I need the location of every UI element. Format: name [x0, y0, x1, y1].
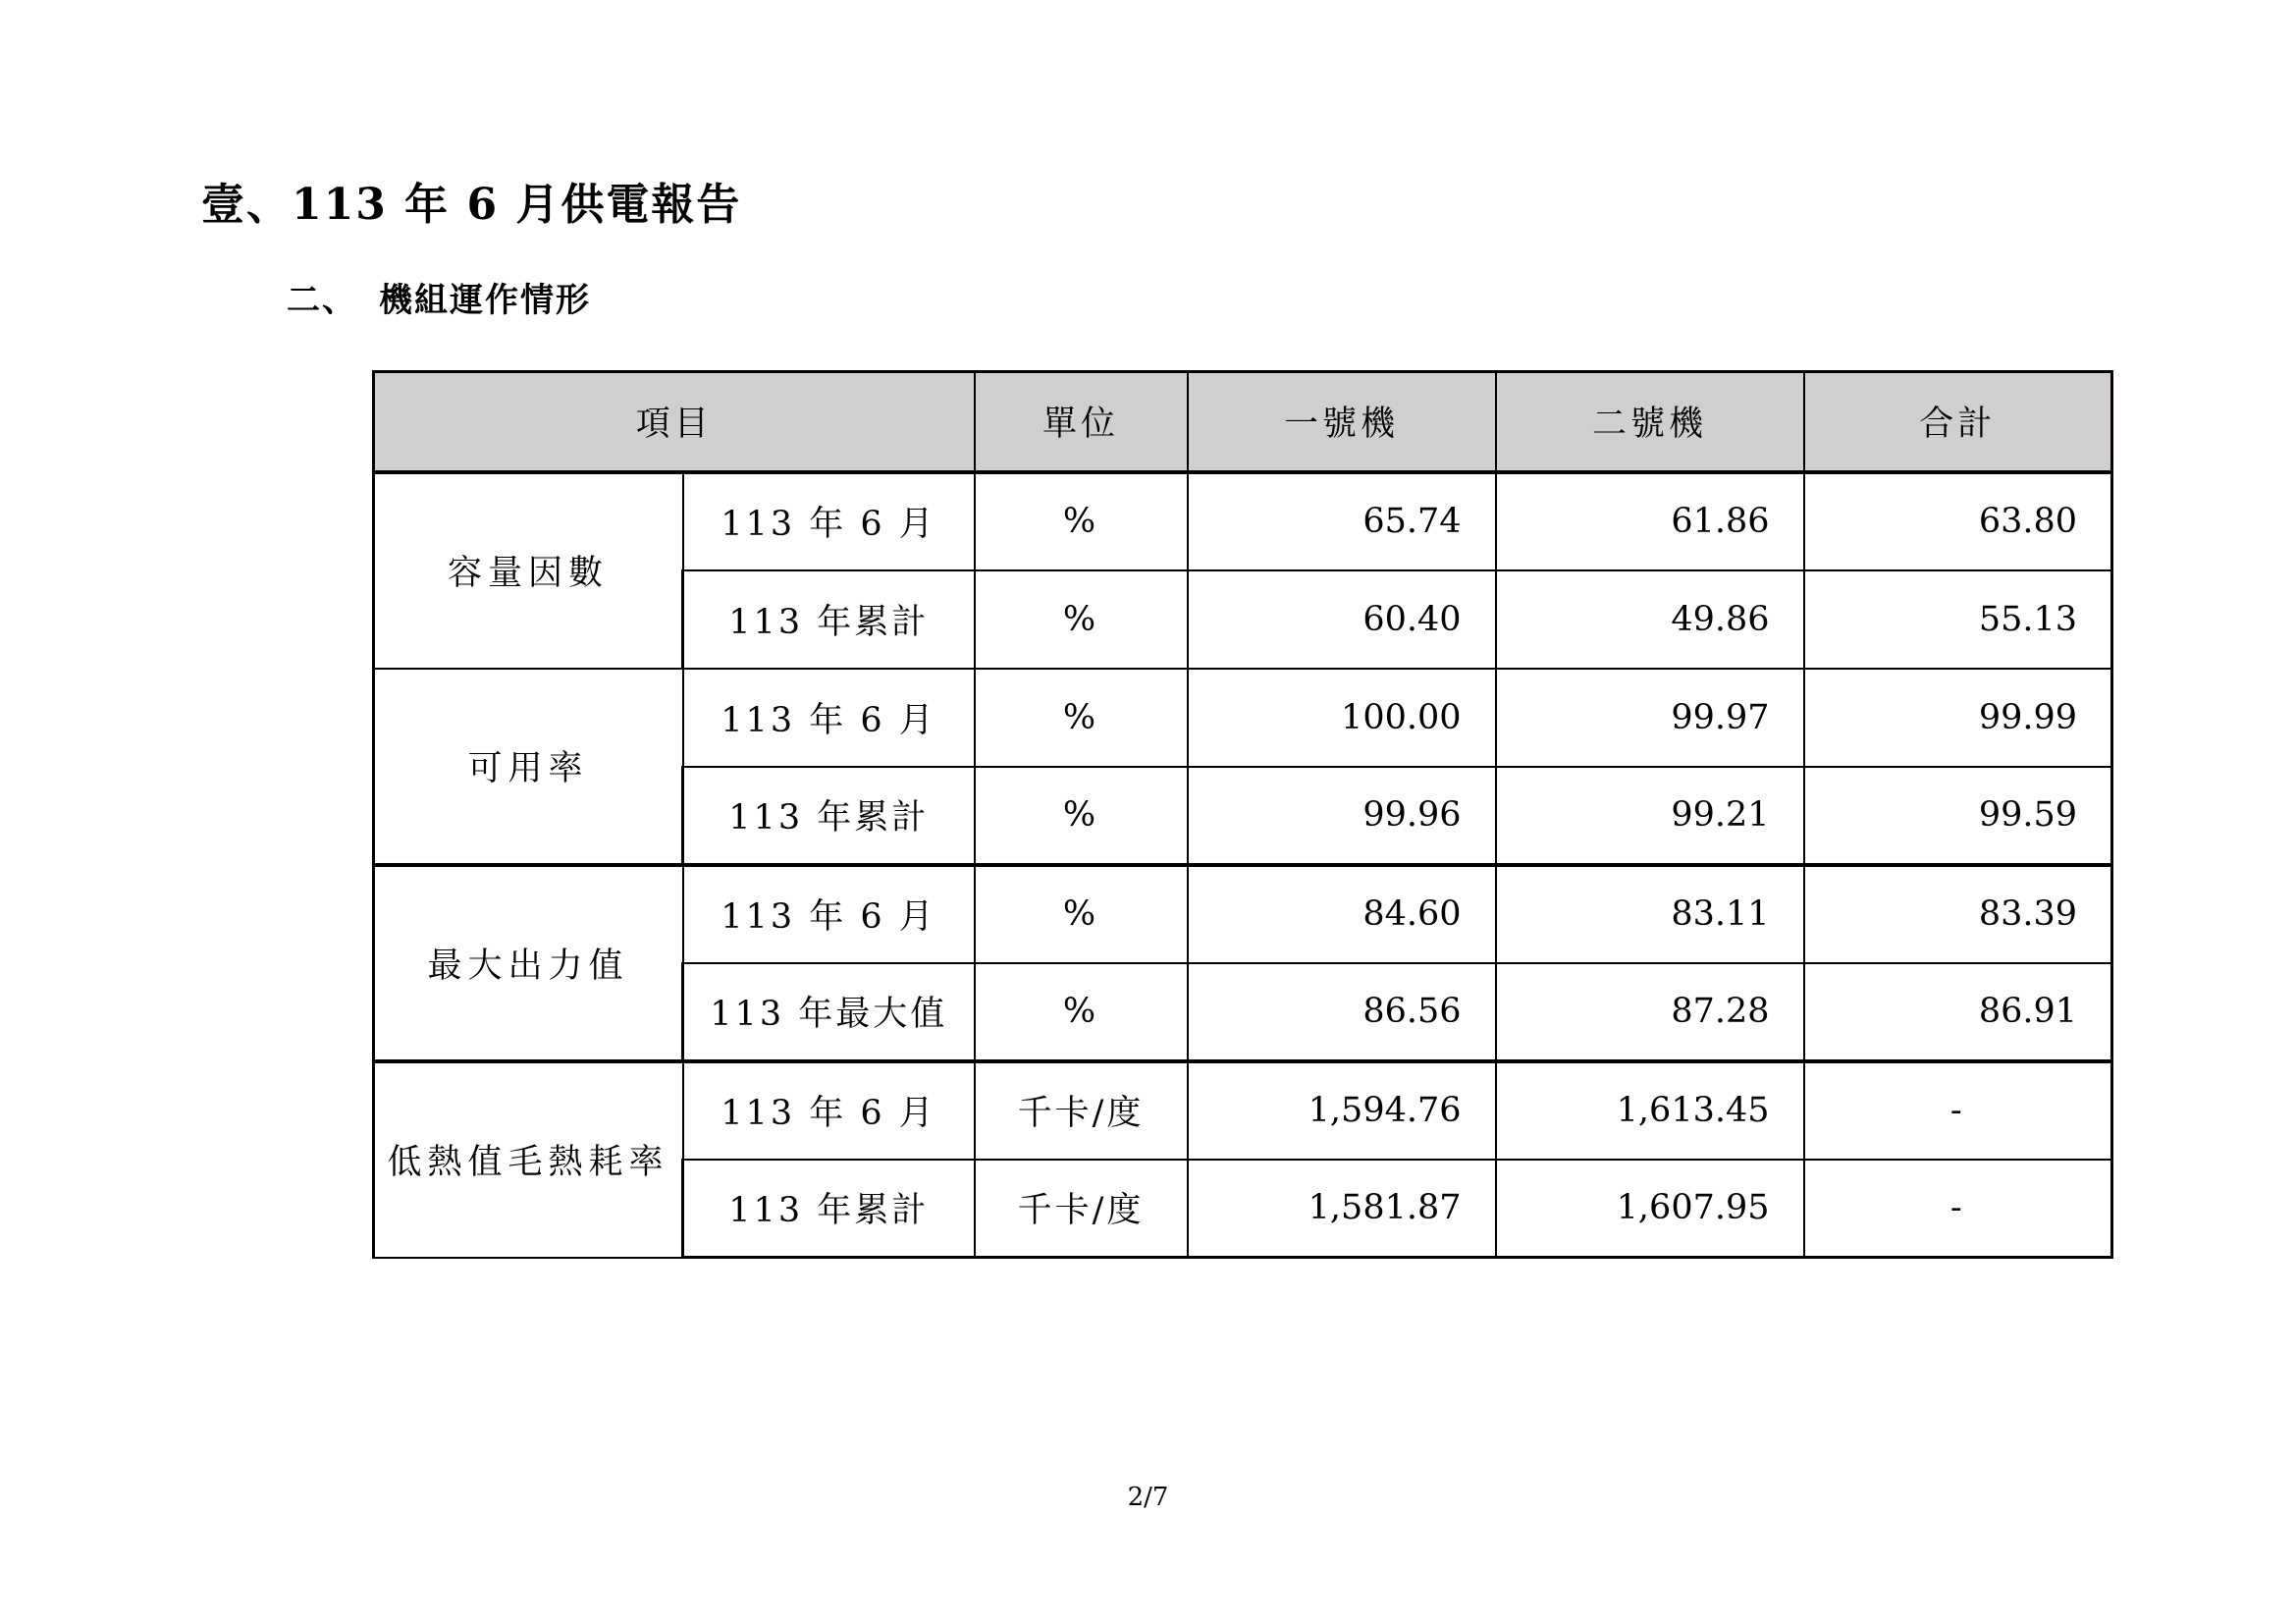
unit-cell: %: [975, 865, 1188, 963]
unit1-value: 100.00: [1188, 669, 1496, 767]
total-value: 55.13: [1804, 570, 2112, 669]
header-unit: 單位: [975, 372, 1188, 472]
unit2-value: 87.28: [1496, 963, 1804, 1061]
table-header-row: [374, 372, 2112, 472]
unit-cell: 千卡/度: [975, 1061, 1188, 1160]
section-title: 機組運作情形: [379, 281, 591, 320]
period-cell: 113 年累計: [683, 570, 975, 669]
total-value: 83.39: [1804, 865, 2112, 963]
unit-cell: %: [975, 570, 1188, 669]
unit-operation-table: [372, 370, 2113, 1259]
table-row: [374, 1061, 2112, 1160]
page-title: 壹、113 年 6 月供電報告: [201, 180, 742, 230]
unit-cell: %: [975, 472, 1188, 570]
section-number: 二、: [287, 281, 357, 320]
period-cell: 113 年 6 月: [683, 669, 975, 767]
page-number: 2/7: [1127, 1483, 1169, 1512]
section-heading: [287, 273, 591, 321]
table-row: [374, 865, 2112, 963]
unit-cell: %: [975, 669, 1188, 767]
unit-cell: 千卡/度: [975, 1160, 1188, 1258]
unit2-value: 99.97: [1496, 669, 1804, 767]
period-cell: 113 年累計: [683, 1160, 975, 1258]
total-value: -: [1804, 1061, 2112, 1160]
total-value: 99.59: [1804, 767, 2112, 865]
unit1-value: 1,581.87: [1188, 1160, 1496, 1258]
unit2-value: 99.21: [1496, 767, 1804, 865]
unit2-value: 1,607.95: [1496, 1160, 1804, 1258]
unit-cell: %: [975, 963, 1188, 1061]
unit1-value: 65.74: [1188, 472, 1496, 570]
period-cell: 113 年 6 月: [683, 1061, 975, 1160]
total-value: 63.80: [1804, 472, 2112, 570]
unit1-value: 86.56: [1188, 963, 1496, 1061]
group-label: 可用率: [374, 669, 683, 865]
header-item: 項目: [374, 372, 975, 472]
group-label: 低熱值毛熱耗率: [374, 1061, 683, 1258]
unit2-value: 61.86: [1496, 472, 1804, 570]
total-value: -: [1804, 1160, 2112, 1258]
group-label: 最大出力值: [374, 865, 683, 1061]
group-label: 容量因數: [374, 472, 683, 669]
table-row: [374, 669, 2112, 767]
unit1-value: 99.96: [1188, 767, 1496, 865]
total-value: 86.91: [1804, 963, 2112, 1061]
period-cell: 113 年 6 月: [683, 472, 975, 570]
period-cell: 113 年累計: [683, 767, 975, 865]
unit-cell: %: [975, 767, 1188, 865]
unit2-value: 1,613.45: [1496, 1061, 1804, 1160]
total-value: 99.99: [1804, 669, 2112, 767]
table-row: [374, 472, 2112, 570]
header-total: 合計: [1804, 372, 2112, 472]
period-cell: 113 年最大值: [683, 963, 975, 1061]
unit1-value: 60.40: [1188, 570, 1496, 669]
header-unit1: 一號機: [1188, 372, 1496, 472]
unit2-value: 83.11: [1496, 865, 1804, 963]
unit1-value: 1,594.76: [1188, 1061, 1496, 1160]
unit1-value: 84.60: [1188, 865, 1496, 963]
unit2-value: 49.86: [1496, 570, 1804, 669]
header-unit2: 二號機: [1496, 372, 1804, 472]
period-cell: 113 年 6 月: [683, 865, 975, 963]
